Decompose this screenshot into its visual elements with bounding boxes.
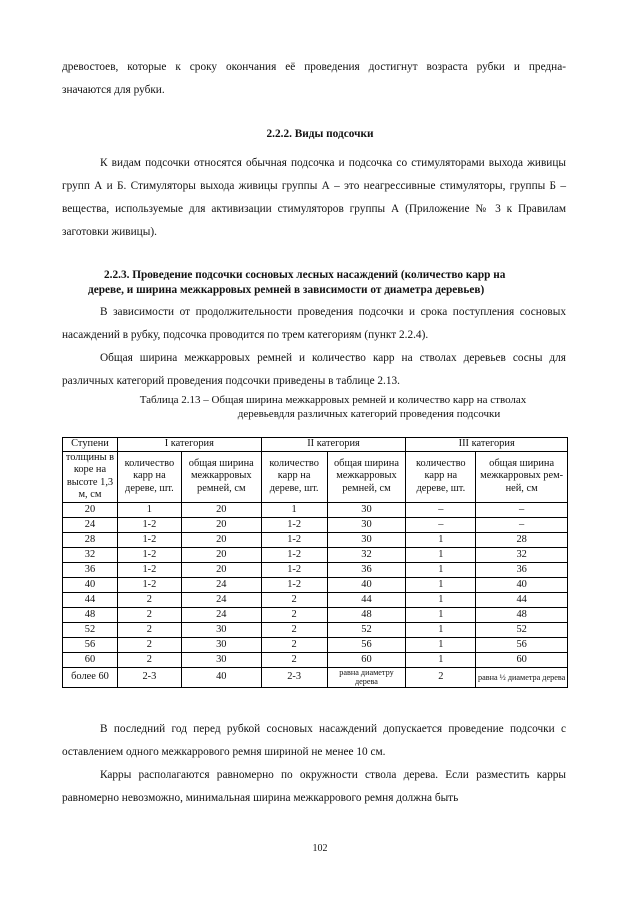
table-cell: 30 bbox=[181, 652, 261, 667]
table-cell: 60 bbox=[476, 652, 568, 667]
table-cell: 44 bbox=[63, 592, 118, 607]
tapping-table bbox=[62, 437, 568, 688]
table-cell: 2 bbox=[261, 607, 327, 622]
table-cell: 30 bbox=[181, 637, 261, 652]
table-cell: 1 bbox=[261, 502, 327, 517]
table-cell: 40 bbox=[181, 667, 261, 687]
table-cell: 44 bbox=[476, 592, 568, 607]
table-cell: 2 bbox=[117, 607, 181, 622]
table-row bbox=[63, 562, 568, 577]
table-cell: 2 bbox=[406, 667, 476, 687]
table-header-cat3-width: общая ширина межкарровых ремней, см bbox=[476, 451, 568, 502]
table-cell: 1 bbox=[117, 502, 181, 517]
table-cell: 2 bbox=[117, 637, 181, 652]
table-header-cat1-count: количество карр на дереве, шт. bbox=[117, 451, 181, 502]
table-header-cat2-count: количество карр на дереве, шт. bbox=[261, 451, 327, 502]
table-cell: 48 bbox=[63, 607, 118, 622]
table-header-stub: Ступени bbox=[63, 438, 118, 452]
table-cell: – bbox=[406, 517, 476, 532]
table-cell: 48 bbox=[327, 607, 406, 622]
table-cell: 40 bbox=[63, 577, 118, 592]
table-cell: 56 bbox=[63, 637, 118, 652]
table-cell: 48 bbox=[476, 607, 568, 622]
table-cell: 20 bbox=[63, 502, 118, 517]
page-number: 102 bbox=[312, 843, 328, 854]
table-cell: 52 bbox=[63, 622, 118, 637]
table-cell: 56 bbox=[327, 637, 406, 652]
table-cell: 24 bbox=[181, 577, 261, 592]
table-cell: 20 bbox=[181, 517, 261, 532]
table-header-cat1-width: общая ширина межкарровых ремней, см bbox=[181, 451, 261, 502]
table-cell: 20 bbox=[181, 547, 261, 562]
table-cell: 1-2 bbox=[261, 562, 327, 577]
table-header-cat2: II категория bbox=[261, 438, 406, 452]
paragraph-table-reference: Общая ширина межкарровых ремней и количество карр на стволах деревьев сосны для различных категорий проведения подсочки приведены в таблице 2.13. bbox=[62, 352, 566, 387]
table-cell: 24 bbox=[63, 517, 118, 532]
table-cell: 1 bbox=[406, 562, 476, 577]
table-row bbox=[63, 637, 568, 652]
table-cell: 28 bbox=[63, 532, 118, 547]
table-cell: более 60 bbox=[63, 667, 118, 687]
paragraph-top-line2: значаются для рубки. bbox=[62, 84, 165, 96]
paragraph-top bbox=[62, 56, 566, 102]
table-header-cat3-count: количество карр на дереве, шт. bbox=[406, 451, 476, 502]
paragraph-final-year: В последний год перед рубкой сосновых насаждений допускается проведение подсочки с оставлением одного межкаррового ремня шириной не менее 10 см. bbox=[62, 723, 566, 758]
table-cell: 1 bbox=[406, 577, 476, 592]
table-cell: 32 bbox=[327, 547, 406, 562]
table-row bbox=[63, 502, 568, 517]
table-header-cat3: III категория bbox=[406, 438, 568, 452]
table-row bbox=[63, 607, 568, 622]
table-cell: 1-2 bbox=[117, 517, 181, 532]
table-row bbox=[63, 667, 568, 687]
table-cell: 1 bbox=[406, 607, 476, 622]
table-cell: 1 bbox=[406, 652, 476, 667]
table-caption-line1: Таблица 2.13 – Общая ширина межкарровых ремней и количество карр на стволах bbox=[139, 394, 527, 406]
table-cell: 40 bbox=[476, 577, 568, 592]
table-cell: 28 bbox=[476, 532, 568, 547]
table-cell: 60 bbox=[327, 652, 406, 667]
table-cell: – bbox=[406, 502, 476, 517]
table-cell: 30 bbox=[327, 517, 406, 532]
table-caption-line2: деревьевдля различных категорий проведения подсочки bbox=[237, 408, 501, 420]
table-cell: 1-2 bbox=[117, 577, 181, 592]
table-cell: 44 bbox=[327, 592, 406, 607]
table-cell: 36 bbox=[63, 562, 118, 577]
table-cell: 2 bbox=[261, 622, 327, 637]
table-cell: равна диаметру дерева bbox=[327, 667, 406, 687]
table-row bbox=[63, 652, 568, 667]
table-cell: 20 bbox=[181, 562, 261, 577]
table-cell: 2 bbox=[117, 652, 181, 667]
table-cell: 2 bbox=[261, 652, 327, 667]
heading-2-2-3 bbox=[62, 268, 566, 298]
table-cell: 1-2 bbox=[261, 577, 327, 592]
table-cell: 60 bbox=[63, 652, 118, 667]
table-cell: 2 bbox=[117, 592, 181, 607]
table-cell: 32 bbox=[63, 547, 118, 562]
table-cell: 30 bbox=[327, 532, 406, 547]
table-cell: 1 bbox=[406, 637, 476, 652]
table-cell: 1-2 bbox=[261, 547, 327, 562]
table-cell: 1 bbox=[406, 592, 476, 607]
table-cell: 1-2 bbox=[261, 532, 327, 547]
table-cell: 52 bbox=[327, 622, 406, 637]
table-cell: 1-2 bbox=[117, 562, 181, 577]
table-cell: 30 bbox=[327, 502, 406, 517]
paragraph-categories: В зависимости от продолжительности проведения подсочки и срока поступления сосновых насаждений в рубку, подсочка проводится по трем категориям (пункт 2.2.4). bbox=[62, 306, 566, 341]
table-row bbox=[63, 532, 568, 547]
table-caption bbox=[62, 393, 566, 421]
table-cell: – bbox=[476, 517, 568, 532]
table-cell: равна ½ диаметра дерева bbox=[476, 667, 568, 687]
table-cell: 36 bbox=[327, 562, 406, 577]
table-cell: 20 bbox=[181, 502, 261, 517]
table-cell: 24 bbox=[181, 607, 261, 622]
table-cell: 52 bbox=[476, 622, 568, 637]
paragraph-carr-placement: Карры располагаются равномерно по окружности ствола дерева. Если разместить карры равномерно невозможно, минимальная ширина межкаррового ремня должна быть bbox=[62, 769, 566, 804]
table-row bbox=[63, 592, 568, 607]
table-cell: 1 bbox=[406, 622, 476, 637]
table-cell: 1-2 bbox=[117, 547, 181, 562]
table-cell: 2 bbox=[117, 622, 181, 637]
table-header-cat2-width: общая ширина межкарровых ремней, см bbox=[327, 451, 406, 502]
table-cell: 2 bbox=[261, 592, 327, 607]
table-row bbox=[63, 517, 568, 532]
table-cell: 1 bbox=[406, 532, 476, 547]
heading-2-2-3-line1: 2.2.3. Проведение подсочки сосновых лесных насаждений (количество карр на bbox=[104, 269, 506, 281]
heading-2-2-3-line2: дереве, и ширина межкарровых ремней в зависимости от диаметра деревьев) bbox=[88, 284, 485, 296]
table-cell: 2-3 bbox=[261, 667, 327, 687]
table-cell: 56 bbox=[476, 637, 568, 652]
table-cell: 36 bbox=[476, 562, 568, 577]
table-header-thickness: толщины в коре на высоте 1,3 м, см bbox=[63, 451, 118, 502]
table-cell: 40 bbox=[327, 577, 406, 592]
table-cell: 1-2 bbox=[117, 532, 181, 547]
table-header-cat1: I категория bbox=[117, 438, 261, 452]
table-cell: 2 bbox=[261, 637, 327, 652]
table-cell: 24 bbox=[181, 592, 261, 607]
table-cell: 2-3 bbox=[117, 667, 181, 687]
table-cell: – bbox=[476, 502, 568, 517]
table-cell: 30 bbox=[181, 622, 261, 637]
table-cell: 20 bbox=[181, 532, 261, 547]
table-row bbox=[63, 547, 568, 562]
table-row bbox=[63, 577, 568, 592]
heading-2-2-2: 2.2.2. Виды подсочки bbox=[266, 128, 374, 140]
table-cell: 32 bbox=[476, 547, 568, 562]
table-cell: 1 bbox=[406, 547, 476, 562]
paragraph-types-of-tapping: К видам подсочки относятся обычная подсочка и подсочка со стимуляторами выхода живицы групп А и Б. Стимуляторы выхода живицы группы А – это неагрессивные стимуляторы, группы Б – вещества, используемые для активизации стимуляторов группы А (Приложение № 3 к Правилам заготовки живицы). bbox=[62, 157, 566, 238]
table-row bbox=[63, 622, 568, 637]
paragraph-top-line1: древостоев, которые к сроку окончания её проведения достигнут возраста рубки и предна- bbox=[62, 61, 566, 73]
table-cell: 1-2 bbox=[261, 517, 327, 532]
